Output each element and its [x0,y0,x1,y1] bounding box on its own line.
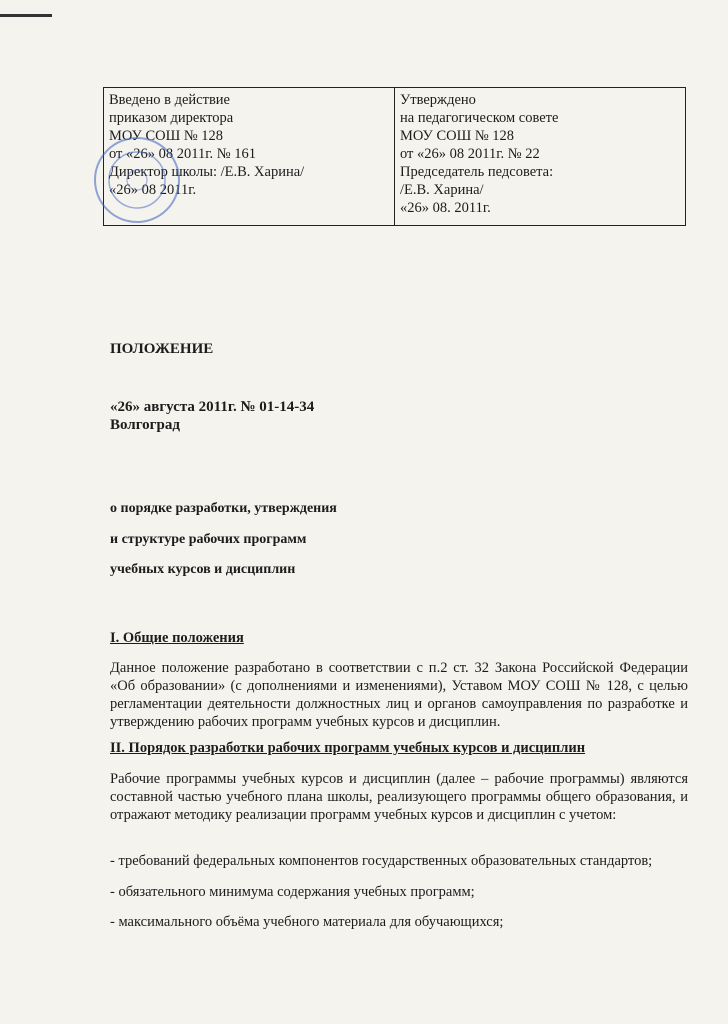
section-2-paragraph: Рабочие программы учебных курсов и дисциплин (далее – рабочие программы) являются составной частью учебного плана школы, реализующего программы общего образования, и отражают методику реализации программ учебных курсов и дисциплин с учетом: [110,771,688,823]
approval-line-7: «26» 08. 2011г. [400,200,491,216]
approval-line-2: на педагогическом совете [400,110,559,126]
section-2-title: II. Порядок разработки рабочих программ учебных курсов и дисциплин [110,740,586,756]
approval-line-4: от «26» 08 2011г. № 22 [400,146,540,162]
scan-edge-mark [0,14,52,17]
city-name: Волгоград [110,417,180,433]
approval-line-6: /Е.В. Харина/ [400,182,484,198]
subject-line-2: и структуре рабочих программ [110,532,307,547]
subject-line-3: учебных курсов и дисциплин [110,562,296,577]
list-item: - максимального объёма учебного материала для обучающихся; [110,914,504,930]
document-heading: ПОЛОЖЕНИЕ [110,341,214,357]
approval-line-5: Председатель педсовета: [400,164,554,180]
enactment-line-6: «26» 08 2011г. [109,182,197,198]
approval-table [103,87,686,226]
section-1-paragraph: Данное положение разработано в соответствии с п.2 ст. 32 Закона Российской Федерации «Об образовании» (с дополнениями и изменениями), Уставом МОУ СОШ № 128, с целью регламентации деятельности должностных лиц и органов самоуправления по разработке и утверждению рабочих программ учебных курсов и дисциплин. [110,660,688,730]
registration-line: «26» августа 2011г. № 01-14-34 [110,399,315,415]
list-item: - обязательного минимума содержания учебных программ; [110,884,475,900]
approval-line-3: МОУ СОШ № 128 [400,128,515,144]
enactment-line-5: Директор школы: /Е.В. Харина/ [109,164,305,180]
approval-cell [395,88,686,226]
enactment-line-1: Введено в действие [109,92,230,108]
subject-line-1: о порядке разработки, утверждения [110,501,337,516]
section-1-title: I. Общие положения [110,630,244,646]
enactment-line-4: от «26» 08 2011г. № 161 [109,146,257,162]
approval-line-1: Утверждено [400,92,476,108]
enactment-line-3: МОУ СОШ № 128 [109,128,224,144]
list-item: - требований федеральных компонентов государственных образовательных стандартов; [110,853,653,869]
enactment-line-2: приказом директора [109,110,234,126]
school-seal-stamp [92,135,182,225]
